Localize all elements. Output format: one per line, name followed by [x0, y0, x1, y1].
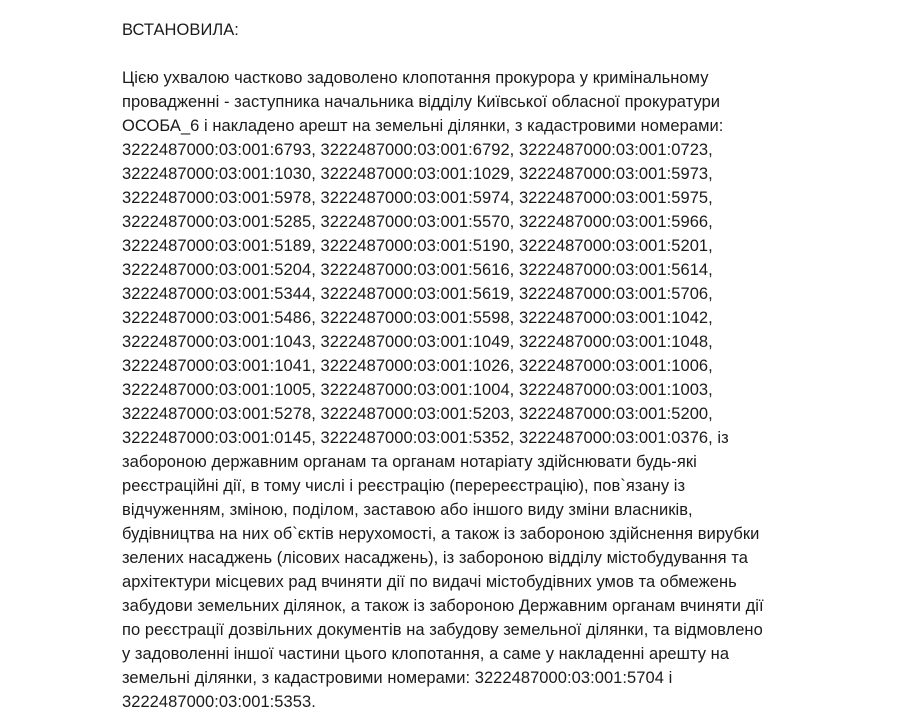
paragraph-line: 3222487000:03:001:5353.: [122, 693, 316, 711]
paragraph-line: 3222487000:03:001:1005, 3222487000:03:001:1004, 3222487000:03:001:1003,: [122, 381, 713, 399]
paragraph-line: забороною державним органам та органам нотаріату здійснювати будь-які: [122, 453, 697, 471]
paragraph-line: 3222487000:03:001:6793, 3222487000:03:001:6792, 3222487000:03:001:0723,: [122, 141, 713, 159]
paragraph-line: 3222487000:03:001:0145, 3222487000:03:001:5352, 3222487000:03:001:0376, із: [122, 429, 729, 447]
paragraph-line: у задоволенні іншої частини цього клопотання, а саме у накладенні арешту на: [122, 645, 730, 663]
paragraph-line: відчуженням, зміною, поділом, заставою або іншого виду зміни власників,: [122, 501, 693, 519]
paragraph-line: архітектури місцевих рад вчиняти дії по видачі містобудівних умов та обмежень: [122, 573, 737, 591]
paragraph-line: 3222487000:03:001:5486, 3222487000:03:001:5598, 3222487000:03:001:1042,: [122, 309, 713, 327]
paragraph-line: 3222487000:03:001:1030, 3222487000:03:001:1029, 3222487000:03:001:5973,: [122, 165, 713, 183]
paragraph-line: земельні ділянки, з кадастровими номерами: 3222487000:03:001:5704 і: [122, 669, 673, 687]
paragraph-line: 3222487000:03:001:5285, 3222487000:03:001:5570, 3222487000:03:001:5966,: [122, 213, 713, 231]
paragraph-line: ОСОБА_6 і накладено арешт на земельні ділянки, з кадастровими номерами:: [122, 117, 724, 135]
paragraph-line: провадженні - заступника начальника відділу Київської обласної прокуратури: [122, 93, 721, 111]
paragraph-line: реєстраційні дії, в тому числі і реєстрацію (перереєстрацію), пов`язану із: [122, 477, 686, 495]
paragraph-line: 3222487000:03:001:5978, 3222487000:03:001:5974, 3222487000:03:001:5975,: [122, 189, 713, 207]
ruling-paragraph: [122, 66, 782, 714]
paragraph-line: забудови земельних ділянок, а також із забороною Державним органам вчиняти дії: [122, 597, 764, 615]
paragraph-line: Цією ухвалою частково задоволено клопотання прокурора у кримінальному: [122, 69, 709, 87]
paragraph-line: 3222487000:03:001:5344, 3222487000:03:001:5619, 3222487000:03:001:5706,: [122, 285, 713, 303]
heading-established: ВСТАНОВИЛА:: [122, 21, 239, 39]
paragraph-line: 3222487000:03:001:1041, 3222487000:03:001:1026, 3222487000:03:001:1006,: [122, 357, 713, 375]
paragraph-line: будівництва на них об`єктів нерухомості, а також із забороною здійснення вирубки: [122, 525, 760, 543]
paragraph-line: 3222487000:03:001:5189, 3222487000:03:001:5190, 3222487000:03:001:5201,: [122, 237, 713, 255]
paragraph-line: 3222487000:03:001:1043, 3222487000:03:001:1049, 3222487000:03:001:1048,: [122, 333, 713, 351]
paragraph-line: 3222487000:03:001:5278, 3222487000:03:001:5203, 3222487000:03:001:5200,: [122, 405, 713, 423]
paragraph-line: 3222487000:03:001:5204, 3222487000:03:001:5616, 3222487000:03:001:5614,: [122, 261, 713, 279]
paragraph-line: по реєстрації дозвільних документів на забудову земельної ділянки, та відмовлено: [122, 621, 763, 639]
paragraph-line: зелених насаджень (лісових насаджень), із забороною відділу містобудування та: [122, 549, 748, 567]
document-body: [122, 18, 782, 714]
